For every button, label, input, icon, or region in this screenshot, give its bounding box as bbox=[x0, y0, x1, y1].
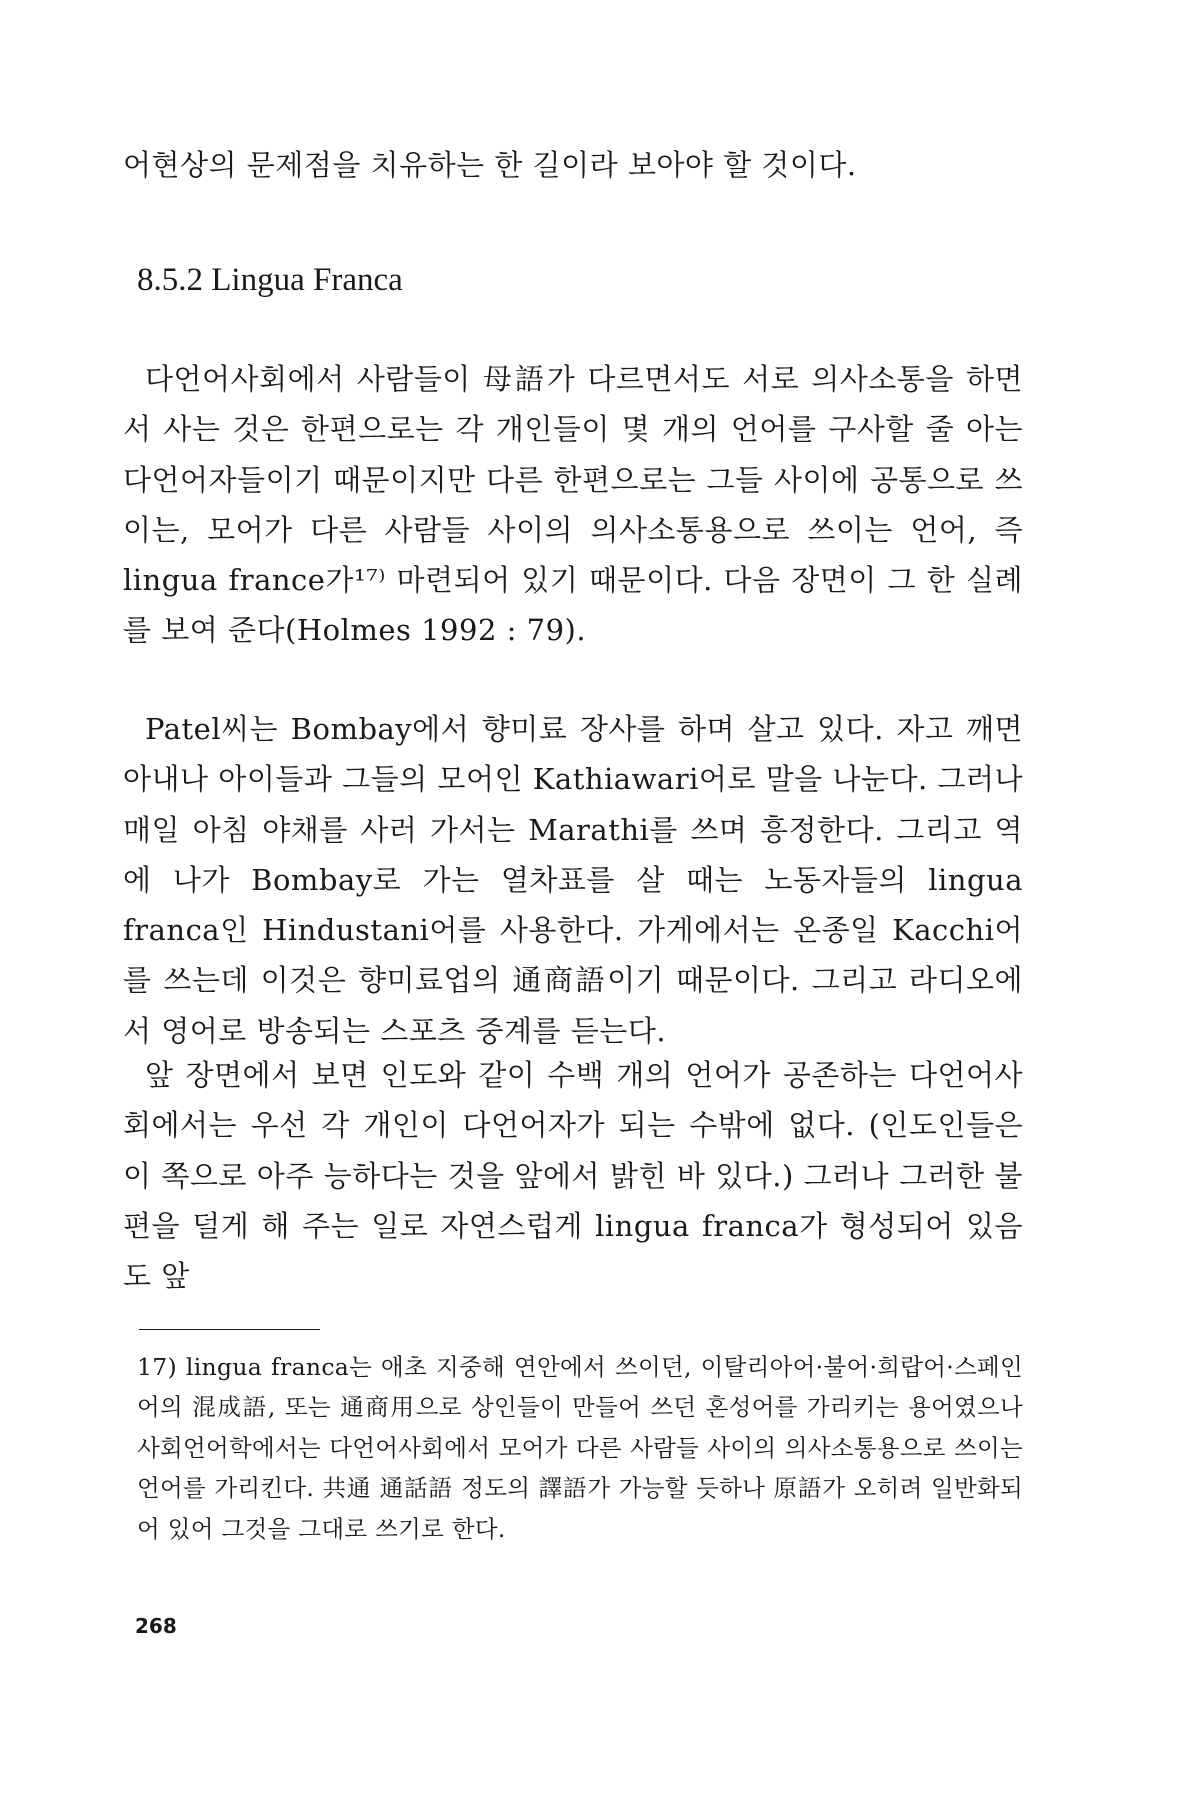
page-number: 268 bbox=[135, 1614, 177, 1638]
continuation-text: 어현상의 문제점을 치유하는 한 길이라 보아야 할 것이다. bbox=[123, 148, 857, 182]
footnote-17: 17) lingua franca는 애초 지중해 연안에서 쓰이던, 이탈리아어·불어·희랍어·스페인어의 混成語, 또는 通商用으로 상인들이 만들어 쓰던 혼성어를 가리키는 용어였으나 사회언어학에서는 다언어사회에서 모어가 다른 사람들 사이의 의사소통용으로 쓰이는 언어를 가리킨다. 共通 通話語 정도의 譯語가 가능할 듯하나 原語가 오히려 일반화되어 있어 그것을 그대로 쓰기로 한다. bbox=[137, 1353, 1023, 1543]
footnote-divider bbox=[139, 1329, 320, 1330]
example-paragraph: Patel씨는 Bombay에서 향미료 장사를 하며 살고 있다. 자고 깨면 아내나 아이들과 그들의 모어인 Kathiawari어로 말을 나눈다. 그러나 매일 아침 야채를 사러 가서는 Marathi를 쓰며 흥정한다. 그리고 역에 나가 Bombay로 가는 열차표를 살 때는 노동자들의 lingua franca인 Hindustani어를 사용한다. 가게에서는 온종일 Kacchi어를 쓰는데 이것은 향미료업의 通商語이기 때문이다. 그리고 라디오에서 영어로 방송되는 스포츠 중계를 듣는다. bbox=[123, 712, 1023, 1048]
body-paragraph-2: 앞 장면에서 보면 인도와 같이 수백 개의 언어가 공존하는 다언어사회에서는 우선 각 개인이 다언어자가 되는 수밖에 없다. (인도인들은 이 쪽으로 아주 능하다는 것을 앞에서 밝힌 바 있다.) 그러나 그러한 불편을 덜게 해 주는 일로 자연스럽게 lingua franca가 형성되어 있음도 앞 bbox=[123, 1058, 1023, 1294]
body-paragraph-1: 다언어사회에서 사람들이 母語가 다르면서도 서로 의사소통을 하면서 사는 것은 한편으로는 각 개인들이 몇 개의 언어를 구사할 줄 아는 다언어자들이기 때문이지만 다른 한편으로는 그들 사이에 공통으로 쓰이는, 모어가 다른 사람들 사이의 의사소통용으로 쓰이는 언어, 즉 lingua france가¹⁷⁾ 마련되어 있기 때문이다. 다음 장면이 그 한 실례를 보여 준다(Holmes 1992 : 79). bbox=[123, 362, 1023, 648]
section-heading: 8.5.2 Lingua Franca bbox=[137, 262, 403, 298]
